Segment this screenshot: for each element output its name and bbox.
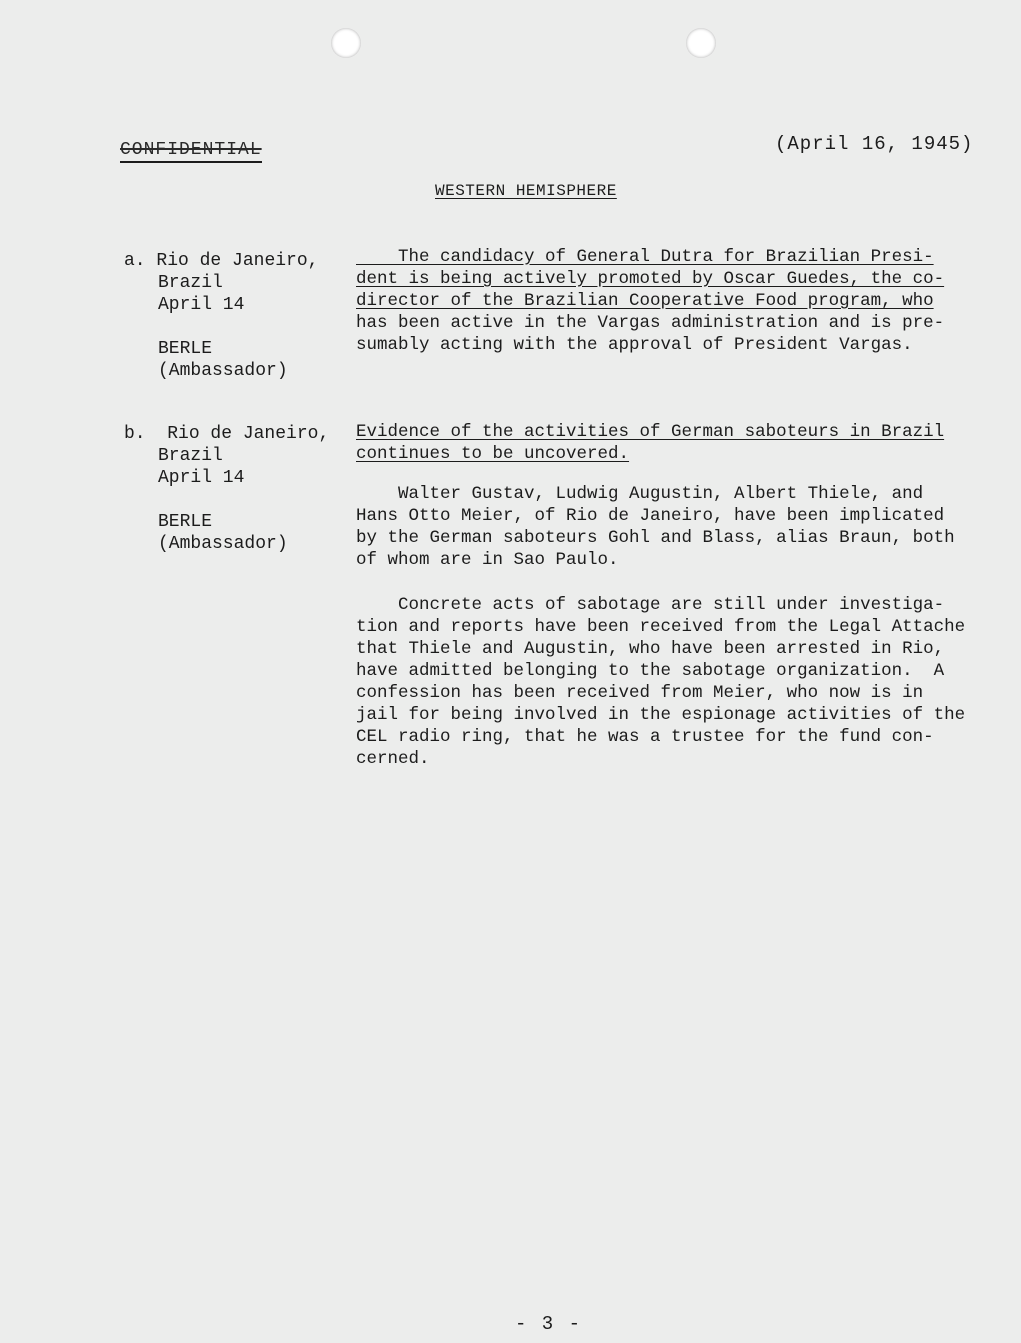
entry-a-city: Rio de Janeiro, [156, 251, 319, 271]
entry-a-location-line [124, 250, 318, 272]
paragraph-line: director of the Brazilian Cooperative Food program, who [356, 291, 934, 311]
paragraph-line: dent is being actively promoted by Oscar Guedes, the co- [356, 269, 945, 289]
entry-b-date: April 14 [158, 468, 245, 488]
entry-a-source-name: BERLE [158, 339, 213, 359]
paragraph-line: Concrete acts of sabotage are still under investiga- [356, 595, 945, 615]
paragraph-line: that Thiele and Augustin, who have been arrested in Rio, [356, 639, 945, 659]
paragraph-line: by the German saboteurs Gohl and Blass, alias Braun, both [356, 528, 955, 548]
paragraph-line: Hans Otto Meier, of Rio de Janeiro, have been implicated [356, 506, 945, 526]
paragraph-line: tion and reports have been received from the Legal Attache [356, 617, 966, 637]
paragraph-line: CEL radio ring, that he was a trustee for the fund con- [356, 727, 934, 747]
section-title: WESTERN HEMISPHERE [435, 182, 617, 200]
spacer [124, 489, 329, 511]
entry-a-country: Brazil [158, 273, 223, 293]
paragraph-line: has been active in the Vargas administration and is pre- [356, 313, 945, 333]
entry-b-paragraph-2 [356, 594, 976, 770]
punch-hole-left [331, 28, 361, 58]
entry-a-paragraph [356, 246, 976, 356]
paragraph-line: have admitted belonging to the sabotage organization. A [356, 661, 945, 681]
entry-b-letter: b. [124, 424, 146, 444]
entry-b-heading [356, 421, 976, 465]
report-date: (April 16, 1945) [775, 133, 974, 155]
paragraph-line: cerned. [356, 749, 430, 769]
entry-a-source-role: (Ambassador) [158, 361, 288, 381]
paragraph-line: continues to be uncovered. [356, 444, 630, 464]
paragraph-line: jail for being involved in the espionage activities of the [356, 705, 966, 725]
paragraph-line: Evidence of the activities of German saboteurs in Brazil [356, 422, 945, 442]
paragraph-line: The candidacy of General Dutra for Brazilian Presi- [356, 247, 934, 267]
paragraph-line: of whom are in Sao Paulo. [356, 550, 619, 570]
entry-a-letter: a. [124, 251, 146, 271]
entry-b-source-name: BERLE [158, 512, 213, 532]
entry-a-source [124, 250, 318, 382]
entry-b-location-line [124, 423, 329, 445]
entry-b-country: Brazil [158, 446, 223, 466]
entry-b-city: Rio de Janeiro, [167, 424, 330, 444]
punch-hole-right [686, 28, 716, 58]
classification-mark: CONFIDENTIAL [120, 140, 262, 163]
entry-b-source [124, 423, 329, 555]
spacer [124, 316, 318, 338]
page-number: - 3 - [515, 1313, 583, 1335]
entry-b-source-role: (Ambassador) [158, 534, 288, 554]
entry-b-paragraph-1 [356, 483, 976, 571]
entry-a-date: April 14 [158, 295, 245, 315]
paragraph-line: Walter Gustav, Ludwig Augustin, Albert Thiele, and [356, 484, 924, 504]
paragraph-line: confession has been received from Meier, who now is in [356, 683, 924, 703]
paragraph-line: sumably acting with the approval of President Vargas. [356, 335, 913, 355]
